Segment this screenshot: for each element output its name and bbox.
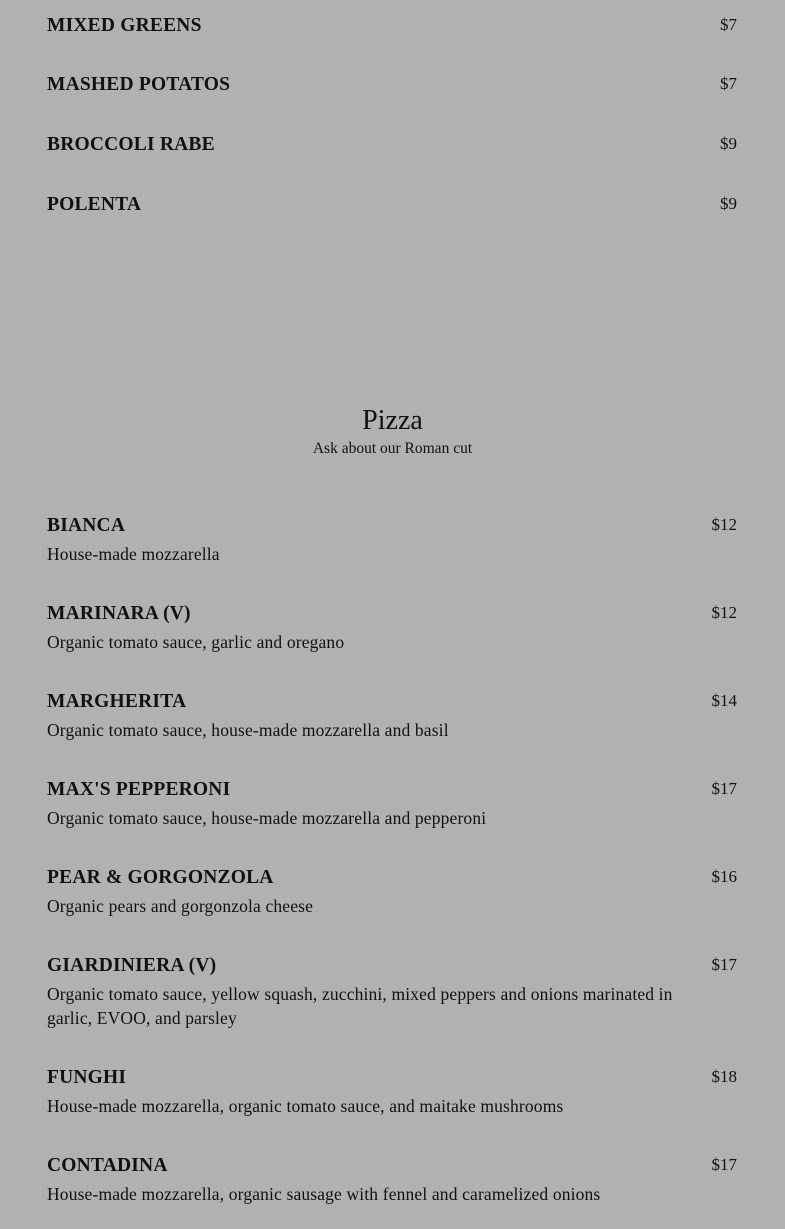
side-item-price: $7 xyxy=(720,15,737,34)
menu-item-name: MAX'S PEPPERONI xyxy=(47,779,231,800)
side-item-name: MIXED GREENS xyxy=(47,15,202,36)
menu-item-name: MARGHERITA xyxy=(47,691,187,712)
side-item-price: $9 xyxy=(720,194,737,213)
menu-item-description: Organic tomato sauce, yellow squash, zucchini, mixed peppers and onions marinated in garlic, EVOO, and parsley xyxy=(47,984,673,1028)
menu-item-name: CONTADINA xyxy=(47,1155,168,1176)
menu-item-name: MARINARA (V) xyxy=(47,603,191,624)
menu-item-description: Organic tomato sauce, garlic and oregano xyxy=(47,632,345,652)
menu-item-description: House-made mozzarella, organic sausage with fennel and caramelized onions xyxy=(47,1184,601,1204)
menu-item-description: Organic tomato sauce, house-made mozzarella and basil xyxy=(47,720,449,740)
menu-item-price: $14 xyxy=(711,691,737,710)
menu-item-name: BIANCA xyxy=(47,515,126,536)
menu-item-price: $12 xyxy=(711,603,737,622)
side-item-name: POLENTA xyxy=(47,194,142,215)
menu-item-description: Organic pears and gorgonzola cheese xyxy=(47,896,314,916)
menu-item-price: $16 xyxy=(711,867,737,886)
menu-item-name: FUNGHI xyxy=(47,1067,127,1088)
menu-item-price: $17 xyxy=(711,1155,737,1174)
side-item-price: $7 xyxy=(720,74,737,93)
menu-item-price: $18 xyxy=(711,1067,737,1086)
menu-item-price: $17 xyxy=(711,779,737,798)
side-item-name: BROCCOLI RABE xyxy=(47,134,215,155)
menu-item-name: GIARDINIERA (V) xyxy=(47,955,217,976)
section-title-pizza: Pizza xyxy=(362,405,423,436)
side-item-name: MASHED POTATOS xyxy=(47,74,231,95)
menu-item-description: Organic tomato sauce, house-made mozzarella and pepperoni xyxy=(47,808,487,828)
menu-item-name: PEAR & GORGONZOLA xyxy=(47,867,274,888)
section-subtitle: Ask about our Roman cut xyxy=(312,440,473,457)
menu-item-price: $12 xyxy=(711,515,737,534)
menu-item-description: House-made mozzarella xyxy=(47,544,220,564)
menu-item-description: House-made mozzarella, organic tomato sauce, and maitake mushrooms xyxy=(47,1096,564,1116)
menu-item-price: $17 xyxy=(711,955,737,974)
side-item-price: $9 xyxy=(720,134,737,153)
